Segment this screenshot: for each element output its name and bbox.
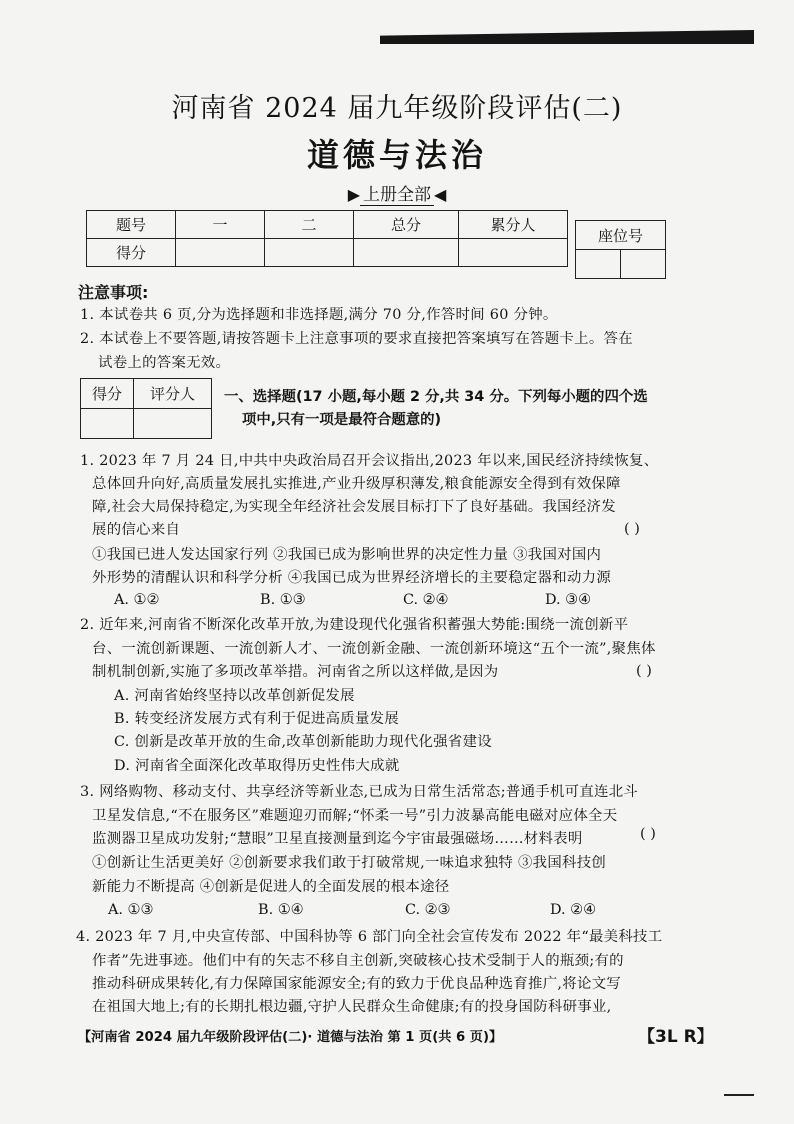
page-footer: 【河南省 2024 届九年级阶段评估(二)· 道德与法治 第 1 页(共 6 页)】 — [78, 1030, 503, 1045]
question-text: 2. 近年来,河南省不断深化改革开放,为建设现代化强省积蓄强大势能:围绕一流创新平 — [80, 617, 629, 633]
score-header-cell: 总分 — [354, 211, 459, 239]
scan-edge-bar — [380, 30, 754, 44]
option-b: B. 转变经济发展方式有利于促进高质量发展 — [114, 711, 400, 727]
seat-number-table — [575, 220, 666, 279]
question-text: 展的信心来自 — [92, 522, 181, 538]
score-header-cell: 一 — [176, 211, 265, 239]
question-text: 1. 2023 年 7 月 24 日,中共中央政治局召开会议指出,2023 年以来,国民经济持续恢复、 — [80, 453, 659, 469]
exam-code: 【3L R】 — [638, 1027, 714, 1047]
seat-cell — [620, 250, 665, 279]
score-row-label: 得分 — [87, 239, 176, 267]
score-cell — [354, 239, 459, 267]
question-text: 总体回升向好,高质量发展扎实推进,产业升级厚积薄发,粮食能源安全得到有效保障 — [92, 476, 621, 492]
question-text: 在祖国大地上;有的长期扎根边疆,守护人民群众生命健康;有的投身国防科研事业, — [92, 999, 612, 1015]
question-statement: 外形势的清醒认识和科学分析 ④我国已成为世界经济增长的主要稳定器和动力源 — [92, 570, 612, 586]
option-d: D. ③④ — [545, 592, 591, 608]
option-c: C. ②③ — [405, 902, 451, 918]
option-b: B. ①④ — [258, 902, 304, 918]
option-a: A. ①③ — [108, 902, 154, 918]
grader-name-label: 评分人 — [134, 379, 212, 409]
score-header-cell: 二 — [265, 211, 354, 239]
grader-table — [80, 378, 212, 439]
question-text: 推动科研成果转化,有力保障国家能源安全;有的致力于优良品种选育推广,将论文写 — [92, 976, 622, 992]
section-heading-line: 一、选择题(17 小题,每小题 2 分,共 34 分。下列每小题的四个选 — [224, 389, 648, 405]
exam-title: 河南省 2024 届九年级阶段评估(二) — [171, 93, 623, 124]
option-a: A. ①② — [114, 592, 160, 608]
question-statement: ①我国已进人发达国家行列 ②我国已成为影响世界的决定性力量 ③我国对国内 — [92, 547, 602, 563]
question-text: 制机制创新,实施了多项改革举措。河南省之所以这样做,是因为 — [92, 664, 499, 680]
section-heading-line: 项中,只有一项是最符合题意的) — [242, 412, 442, 428]
question-text: 障,社会大局保持稳定,为实现全年经济社会发展目标打下了良好基础。我国经济发 — [92, 499, 616, 515]
triangle-left-icon: ◀ — [434, 185, 447, 204]
question-text: 4. 2023 年 7 月,中央宣传部、中国科协等 6 部门向全社会宣传发布 2022 年“最美科技工 — [76, 929, 663, 945]
answer-paren: ( ) — [624, 521, 640, 537]
score-cell — [265, 239, 354, 267]
triangle-right-icon: ▶ — [347, 185, 360, 204]
score-table — [86, 210, 568, 267]
question-text: 卫星发信息,“不在服务区”难题迎刃而解;“怀柔一号”引力波暴高能电磁对应体全天 — [92, 808, 618, 824]
scope-label: 上册全部 — [360, 185, 434, 206]
question-text: 作者”先进事迹。他们中有的矢志不移自主创新,突破核心技术受制于人的瓶颈;有的 — [92, 953, 624, 969]
grader-score-label: 得分 — [81, 379, 134, 409]
note-item: 1. 本试卷共 6 页,分为选择题和非选择题,满分 70 分,作答时间 60 分钟。 — [80, 307, 558, 323]
grader-cell — [134, 409, 212, 439]
question-text: 3. 网络购物、移动支付、共享经济等新业态,已成为日常生活常态;普通手机可直连北斗 — [80, 784, 639, 800]
option-c: C. ②④ — [403, 592, 449, 608]
question-text: 台、一流创新课题、一流创新人才、一流创新金融、一流创新环境这“五个一流”,聚焦体 — [92, 641, 656, 657]
answer-paren: ( ) — [640, 826, 656, 842]
option-d: D. 河南省全面深化改革取得历史性伟大成就 — [114, 758, 400, 774]
option-d: D. ②④ — [550, 902, 596, 918]
note-item: 2. 本试卷上不要答题,请按答题卡上注意事项的要求直接把答案填写在答题卡上。答在 — [80, 331, 633, 347]
note-item-continued: 试卷上的答案无效。 — [98, 355, 231, 371]
corner-mark — [724, 1094, 754, 1096]
score-header-cell: 累分人 — [459, 211, 568, 239]
question-statement: ①创新让生活更美好 ②创新要求我们敢于打破常规,一味追求独特 ③我国科技创 — [92, 855, 607, 871]
option-b: B. ①③ — [260, 592, 306, 608]
subject-title: 道德与法治 — [306, 136, 487, 174]
answer-paren: ( ) — [636, 663, 652, 679]
scope-banner — [0, 180, 794, 205]
grader-cell — [81, 409, 134, 439]
score-cell — [176, 239, 265, 267]
question-text: 监测器卫星成功发射;“慧眼”卫星直接测量到迄今宇宙最强磁场……材料表明 — [92, 831, 583, 847]
score-header-cell: 题号 — [87, 211, 176, 239]
seat-cell — [576, 250, 621, 279]
section-heading — [224, 386, 648, 432]
notes-title: 注意事项: — [78, 283, 149, 302]
option-a: A. 河南省始终坚持以改革创新促发展 — [114, 688, 355, 704]
question-statement: 新能力不断提高 ④创新是促进人的全面发展的根本途径 — [92, 879, 450, 895]
score-cell — [459, 239, 568, 267]
seat-number-label: 座位号 — [576, 221, 666, 250]
option-c: C. 创新是改革开放的生命,改革创新能助力现代化强省建设 — [114, 734, 492, 750]
